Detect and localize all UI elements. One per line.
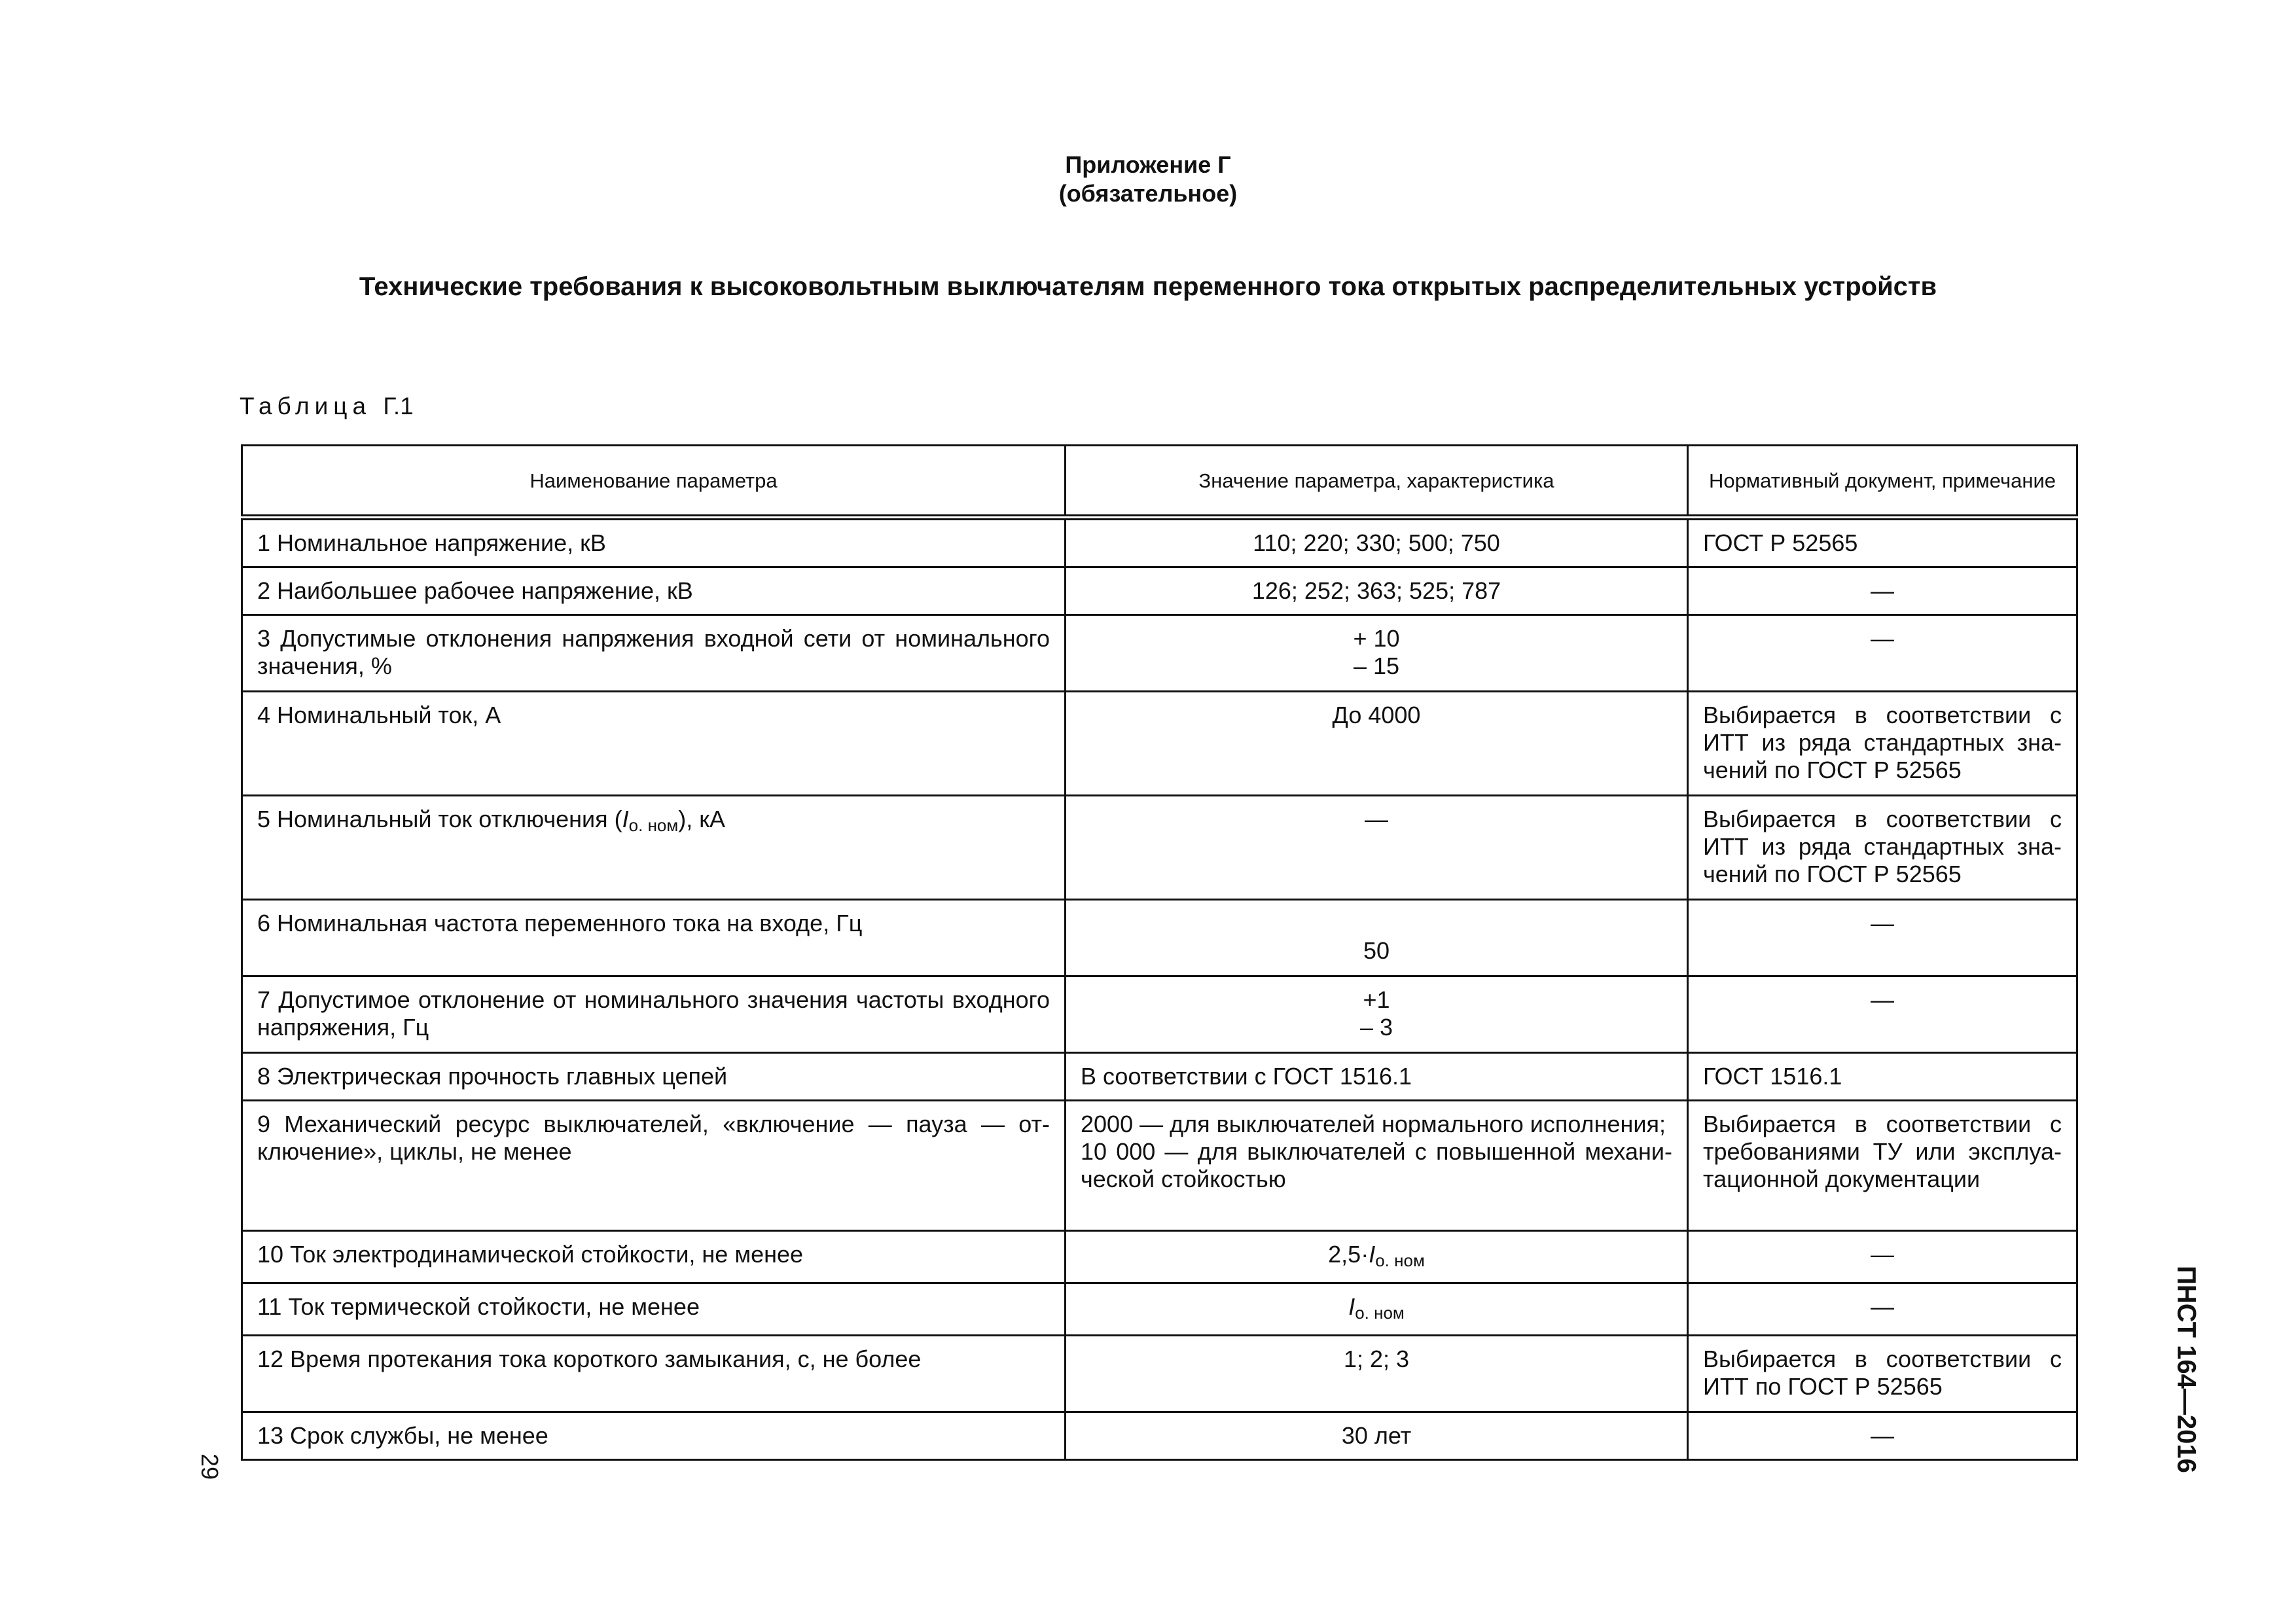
table-row: [242, 1336, 2077, 1412]
cell-parameter: [242, 796, 1066, 900]
table-row: [242, 1101, 2077, 1231]
cell-value: [1066, 976, 1688, 1053]
cell-document: Выбирается в соответствии с ИТТ из ряда стандартных значений по ГОСТ Р 52565: [1688, 692, 2077, 796]
cell-value: [1066, 615, 1688, 692]
cell-parameter: 3 Допустимые отклонения напряжения входной сети от номинального значения, %: [242, 615, 1066, 692]
table-header-row: [242, 446, 2077, 518]
current-symbol: I: [622, 806, 629, 832]
cell-parameter: 13 Срок службы, не менее: [242, 1412, 1066, 1460]
table-row: [242, 567, 2077, 615]
table-row: [242, 692, 2077, 796]
page-number: 29: [196, 1453, 224, 1480]
header-parameter: Наименование параметра: [242, 446, 1066, 518]
document-title: Технические требования к высоковольтным выключателям переменного тока открытых распределительных устройств: [359, 272, 1937, 301]
value-line: – 3: [1359, 1014, 1393, 1041]
cell-document: —: [1688, 900, 2077, 976]
table-row: [242, 976, 2077, 1053]
table-row: [242, 615, 2077, 692]
table-row: [242, 518, 2077, 567]
cell-document: ГОСТ 1516.1: [1688, 1053, 2077, 1101]
cell-parameter: 1 Номинальное напряжение, кВ: [242, 518, 1066, 567]
cell-parameter: 11 Ток термической стойкости, не менее: [242, 1283, 1066, 1336]
current-subscript: о. ном: [628, 815, 679, 835]
param-text: ), кА: [678, 806, 726, 832]
table-row: [242, 900, 2077, 976]
cell-document: —: [1688, 615, 2077, 692]
annex-status: (обязательное): [1058, 180, 1238, 207]
header-value: Значение параметра, характеристика: [1066, 446, 1688, 518]
value-line: + 10: [1353, 625, 1400, 652]
cell-value: [1066, 1101, 1688, 1231]
value-line: – 15: [1353, 652, 1400, 679]
cell-document: —: [1688, 567, 2077, 615]
cell-value: 126; 252; 363; 525; 787: [1066, 567, 1688, 615]
cell-parameter: 2 Наибольшее рабочее напряжение, кВ: [242, 567, 1066, 615]
cell-parameter: 8 Электрическая прочность главных цепей: [242, 1053, 1066, 1101]
value-line: 10 000 — для выключателей с повышенной механической стойкостью: [1081, 1138, 1672, 1192]
table-caption: [240, 393, 414, 420]
cell-document: Выбирается в соответствии с требованиями ТУ или эксплуатационной документации: [1688, 1101, 2077, 1231]
current-symbol: I: [1348, 1293, 1355, 1320]
table-row: [242, 1053, 2077, 1101]
document-code: ПНСТ 164—2016: [2172, 1266, 2201, 1473]
cell-value: —: [1066, 796, 1688, 900]
requirements-table: [241, 444, 2078, 1461]
cell-value: [1066, 900, 1688, 976]
table-caption-number: Г.1: [383, 393, 414, 419]
table-caption-word: Таблица: [240, 393, 372, 419]
cell-parameter: 10 Ток электродинамической стойкости, не менее: [242, 1231, 1066, 1283]
table-row: [242, 1231, 2077, 1283]
current-subscript: о. ном: [1375, 1251, 1425, 1270]
cell-document: —: [1688, 1283, 2077, 1336]
cell-value: До 4000: [1066, 692, 1688, 796]
value-text: 50: [1363, 937, 1390, 964]
param-text: 5 Номинальный ток отключения (: [257, 806, 622, 832]
value-line: +1: [1363, 986, 1390, 1013]
value-line: 2000 — для выключателей нормального исполнения;: [1081, 1111, 1666, 1137]
cell-parameter: 6 Номинальная частота переменного тока на входе, Гц: [242, 900, 1066, 976]
cell-parameter: 12 Время протекания тока короткого замыкания, с, не более: [242, 1336, 1066, 1412]
table-row: [242, 1412, 2077, 1460]
current-subscript: о. ном: [1355, 1303, 1405, 1323]
cell-value: В соответствии с ГОСТ 1516.1: [1066, 1053, 1688, 1101]
cell-document: —: [1688, 1231, 2077, 1283]
cell-parameter: 9 Механический ресурс выключателей, «включение — пауза — отключение», циклы, не менее: [242, 1101, 1066, 1231]
cell-parameter: 4 Номинальный ток, А: [242, 692, 1066, 796]
table-container: [241, 444, 2076, 1461]
cell-document: Выбирается в соответствии с ИТТ из ряда стандартных значений по ГОСТ Р 52565: [1688, 796, 2077, 900]
table-row: [242, 796, 2077, 900]
header-document: Нормативный документ, примечание: [1688, 446, 2077, 518]
cell-value: 1; 2; 3: [1066, 1336, 1688, 1412]
current-symbol: I: [1369, 1241, 1376, 1268]
cell-parameter: 7 Допустимое отклонение от номинального значения частоты входного напряжения, Гц: [242, 976, 1066, 1053]
cell-document: —: [1688, 1412, 2077, 1460]
value-text: 2,5·: [1328, 1241, 1369, 1268]
cell-value: [1066, 1283, 1688, 1336]
cell-value: 110; 220; 330; 500; 750: [1066, 518, 1688, 567]
table-row: [242, 1283, 2077, 1336]
cell-document: Выбирается в соответствии с ИТТ по ГОСТ Р 52565: [1688, 1336, 2077, 1412]
annex-title: Приложение Г: [1065, 151, 1231, 178]
cell-document: —: [1688, 976, 2077, 1053]
cell-value: 30 лет: [1066, 1412, 1688, 1460]
cell-document: ГОСТ Р 52565: [1688, 518, 2077, 567]
cell-value: [1066, 1231, 1688, 1283]
